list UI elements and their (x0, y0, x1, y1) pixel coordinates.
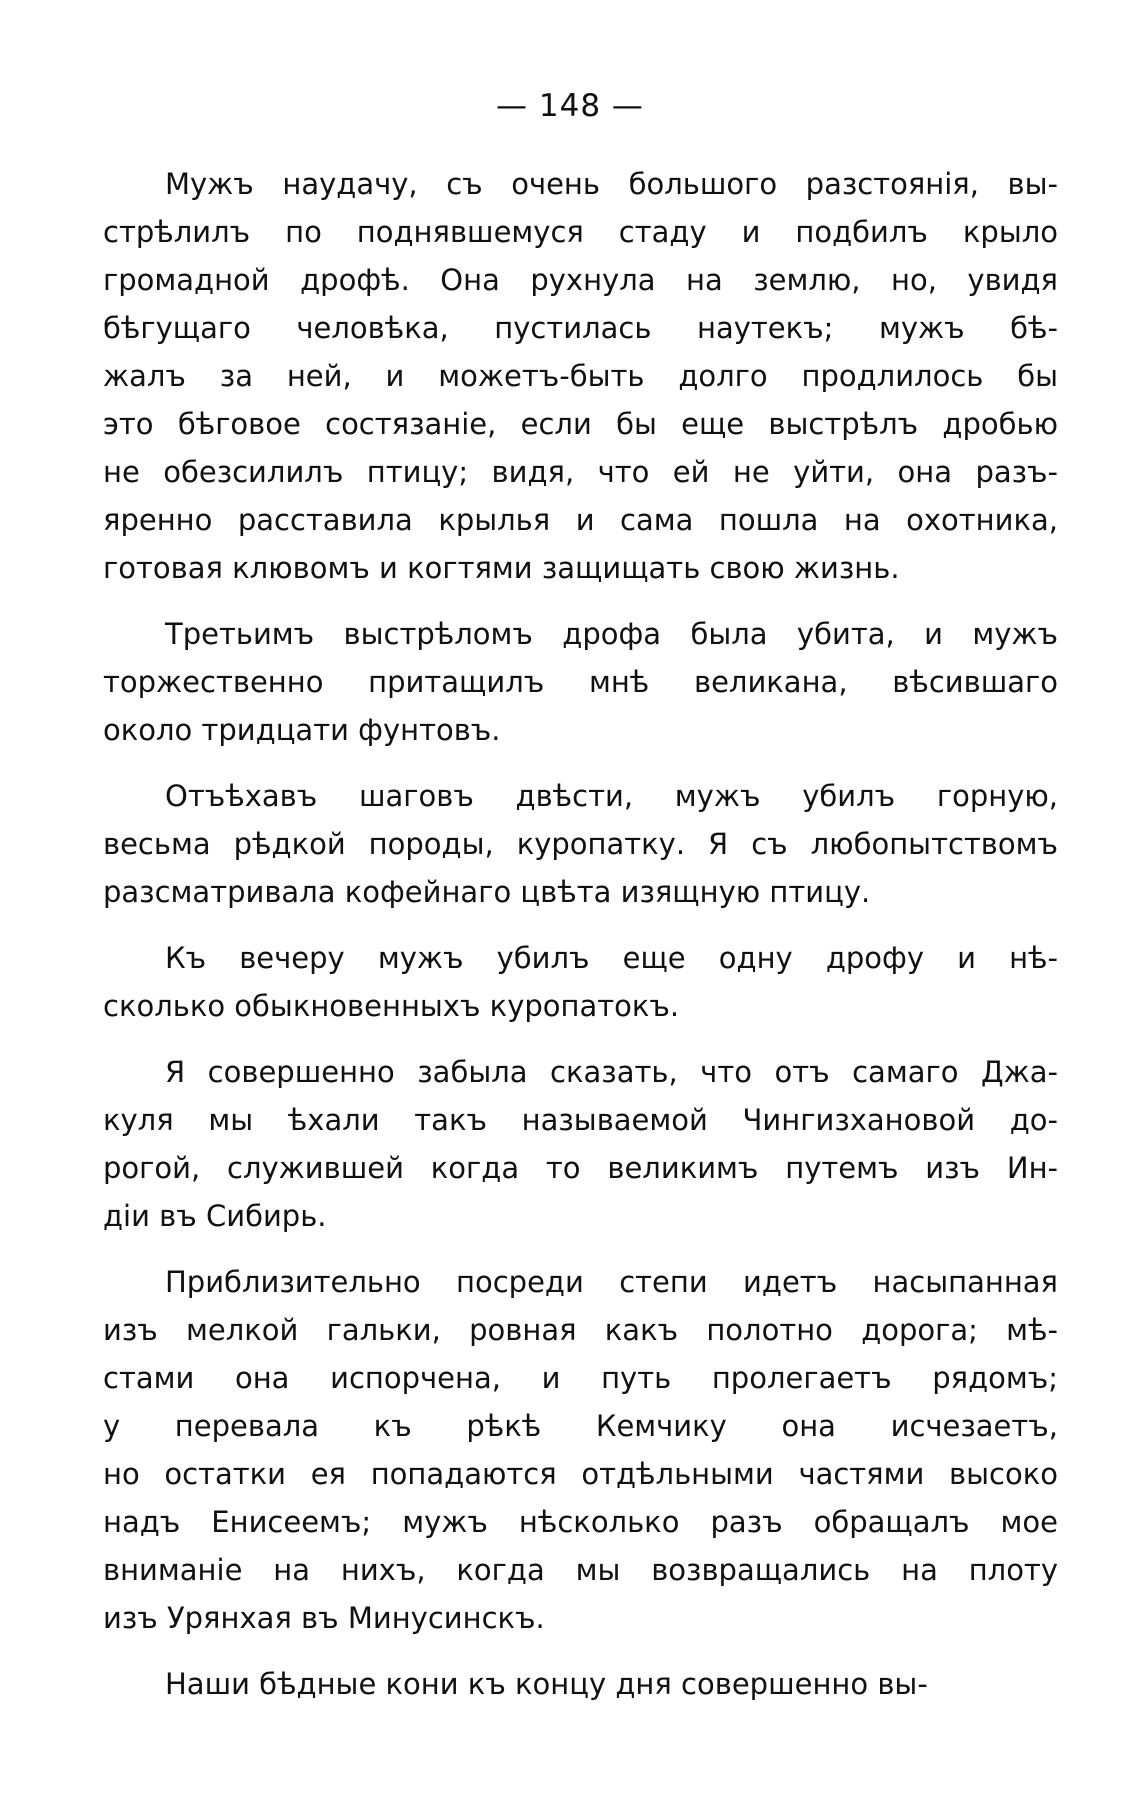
text-line: изъ мелкой гальки, ровная какъ полотно дорога; мѣ- (103, 1313, 1058, 1347)
text-line: діи въ Сибирь. (103, 1199, 327, 1233)
text-line: но остатки ея попадаются отдѣльными частями высоко (103, 1457, 1058, 1491)
text-line: бѣгущаго человѣка, пустилась наутекъ; мужъ бѣ- (103, 311, 1058, 345)
text-line: вниманіе на нихъ, когда мы возвращались на плоту (103, 1553, 1058, 1587)
text-line: куля мы ѣхали такъ называемой Чингизхановой до- (103, 1103, 1058, 1137)
body-text (103, 160, 1058, 1726)
text-line: жалъ за ней, и можетъ-быть долго продлилось бы (103, 359, 1058, 393)
text-line: рогой, служившей когда то великимъ путемъ изъ Ин- (103, 1151, 1058, 1185)
text-line: торжественно притащилъ мнѣ великана, вѣсившаго (103, 665, 1058, 699)
paragraph-3 (103, 772, 1058, 916)
text-line: стрѣлилъ по поднявшемуся стаду и подбилъ крыло (103, 215, 1058, 249)
text-line: разсматривала кофейнаго цвѣта изящную птицу. (103, 875, 871, 909)
paragraph-1 (103, 160, 1058, 592)
text-line: это бѣговое состязаніе, если бы еще выстрѣлъ дробью (103, 407, 1058, 441)
text-line: Приблизительно посреди степи идетъ насыпанная (165, 1265, 1058, 1299)
text-line: громадной дрофѣ. Она рухнула на землю, но, увидя (103, 263, 1058, 297)
text-line: яренно расставила крылья и сама пошла на охотника, (103, 503, 1058, 537)
text-line: Къ вечеру мужъ убилъ еще одну дрофу и нѣ- (165, 941, 1058, 975)
paragraph-4 (103, 934, 1058, 1030)
paragraph-2 (103, 610, 1058, 754)
text-line: готовая клювомъ и когтями защищать свою жизнь. (103, 551, 900, 585)
text-line: изъ Урянхая въ Минусинскъ. (103, 1601, 545, 1635)
paragraph-5 (103, 1048, 1058, 1240)
text-line: Третьимъ выстрѣломъ дрофа была убита, и мужъ (165, 617, 1058, 651)
text-line: стами она испорчена, и путь пролегаетъ рядомъ; (103, 1361, 1058, 1395)
text-line: сколько обыкновенныхъ куропатокъ. (103, 989, 680, 1023)
text-line: у перевала къ рѣкѣ Кемчику она исчезаетъ, (103, 1409, 1058, 1443)
text-line: надъ Енисеемъ; мужъ нѣсколько разъ обращалъ мое (103, 1505, 1058, 1539)
text-line: Я совершенно забыла сказать, что отъ самаго Джа- (165, 1055, 1058, 1089)
paragraph-6 (103, 1258, 1058, 1642)
text-line: не обезсилилъ птицу; видя, что ей не уйти, она разъ- (103, 455, 1058, 489)
text-line: Наши бѣдные кони къ концу дня совершенно вы- (165, 1667, 928, 1701)
text-line: Отъѣхавъ шаговъ двѣсти, мужъ убилъ горную, (165, 779, 1058, 813)
text-line: Мужъ наудачу, съ очень большого разстоянія, вы- (165, 167, 1058, 201)
text-line: около тридцати фунтовъ. (103, 713, 501, 747)
paragraph-7 (103, 1660, 1058, 1708)
page-number: — 148 — (496, 88, 644, 124)
text-line: весьма рѣдкой породы, куропатку. Я съ любопытствомъ (103, 827, 1058, 861)
